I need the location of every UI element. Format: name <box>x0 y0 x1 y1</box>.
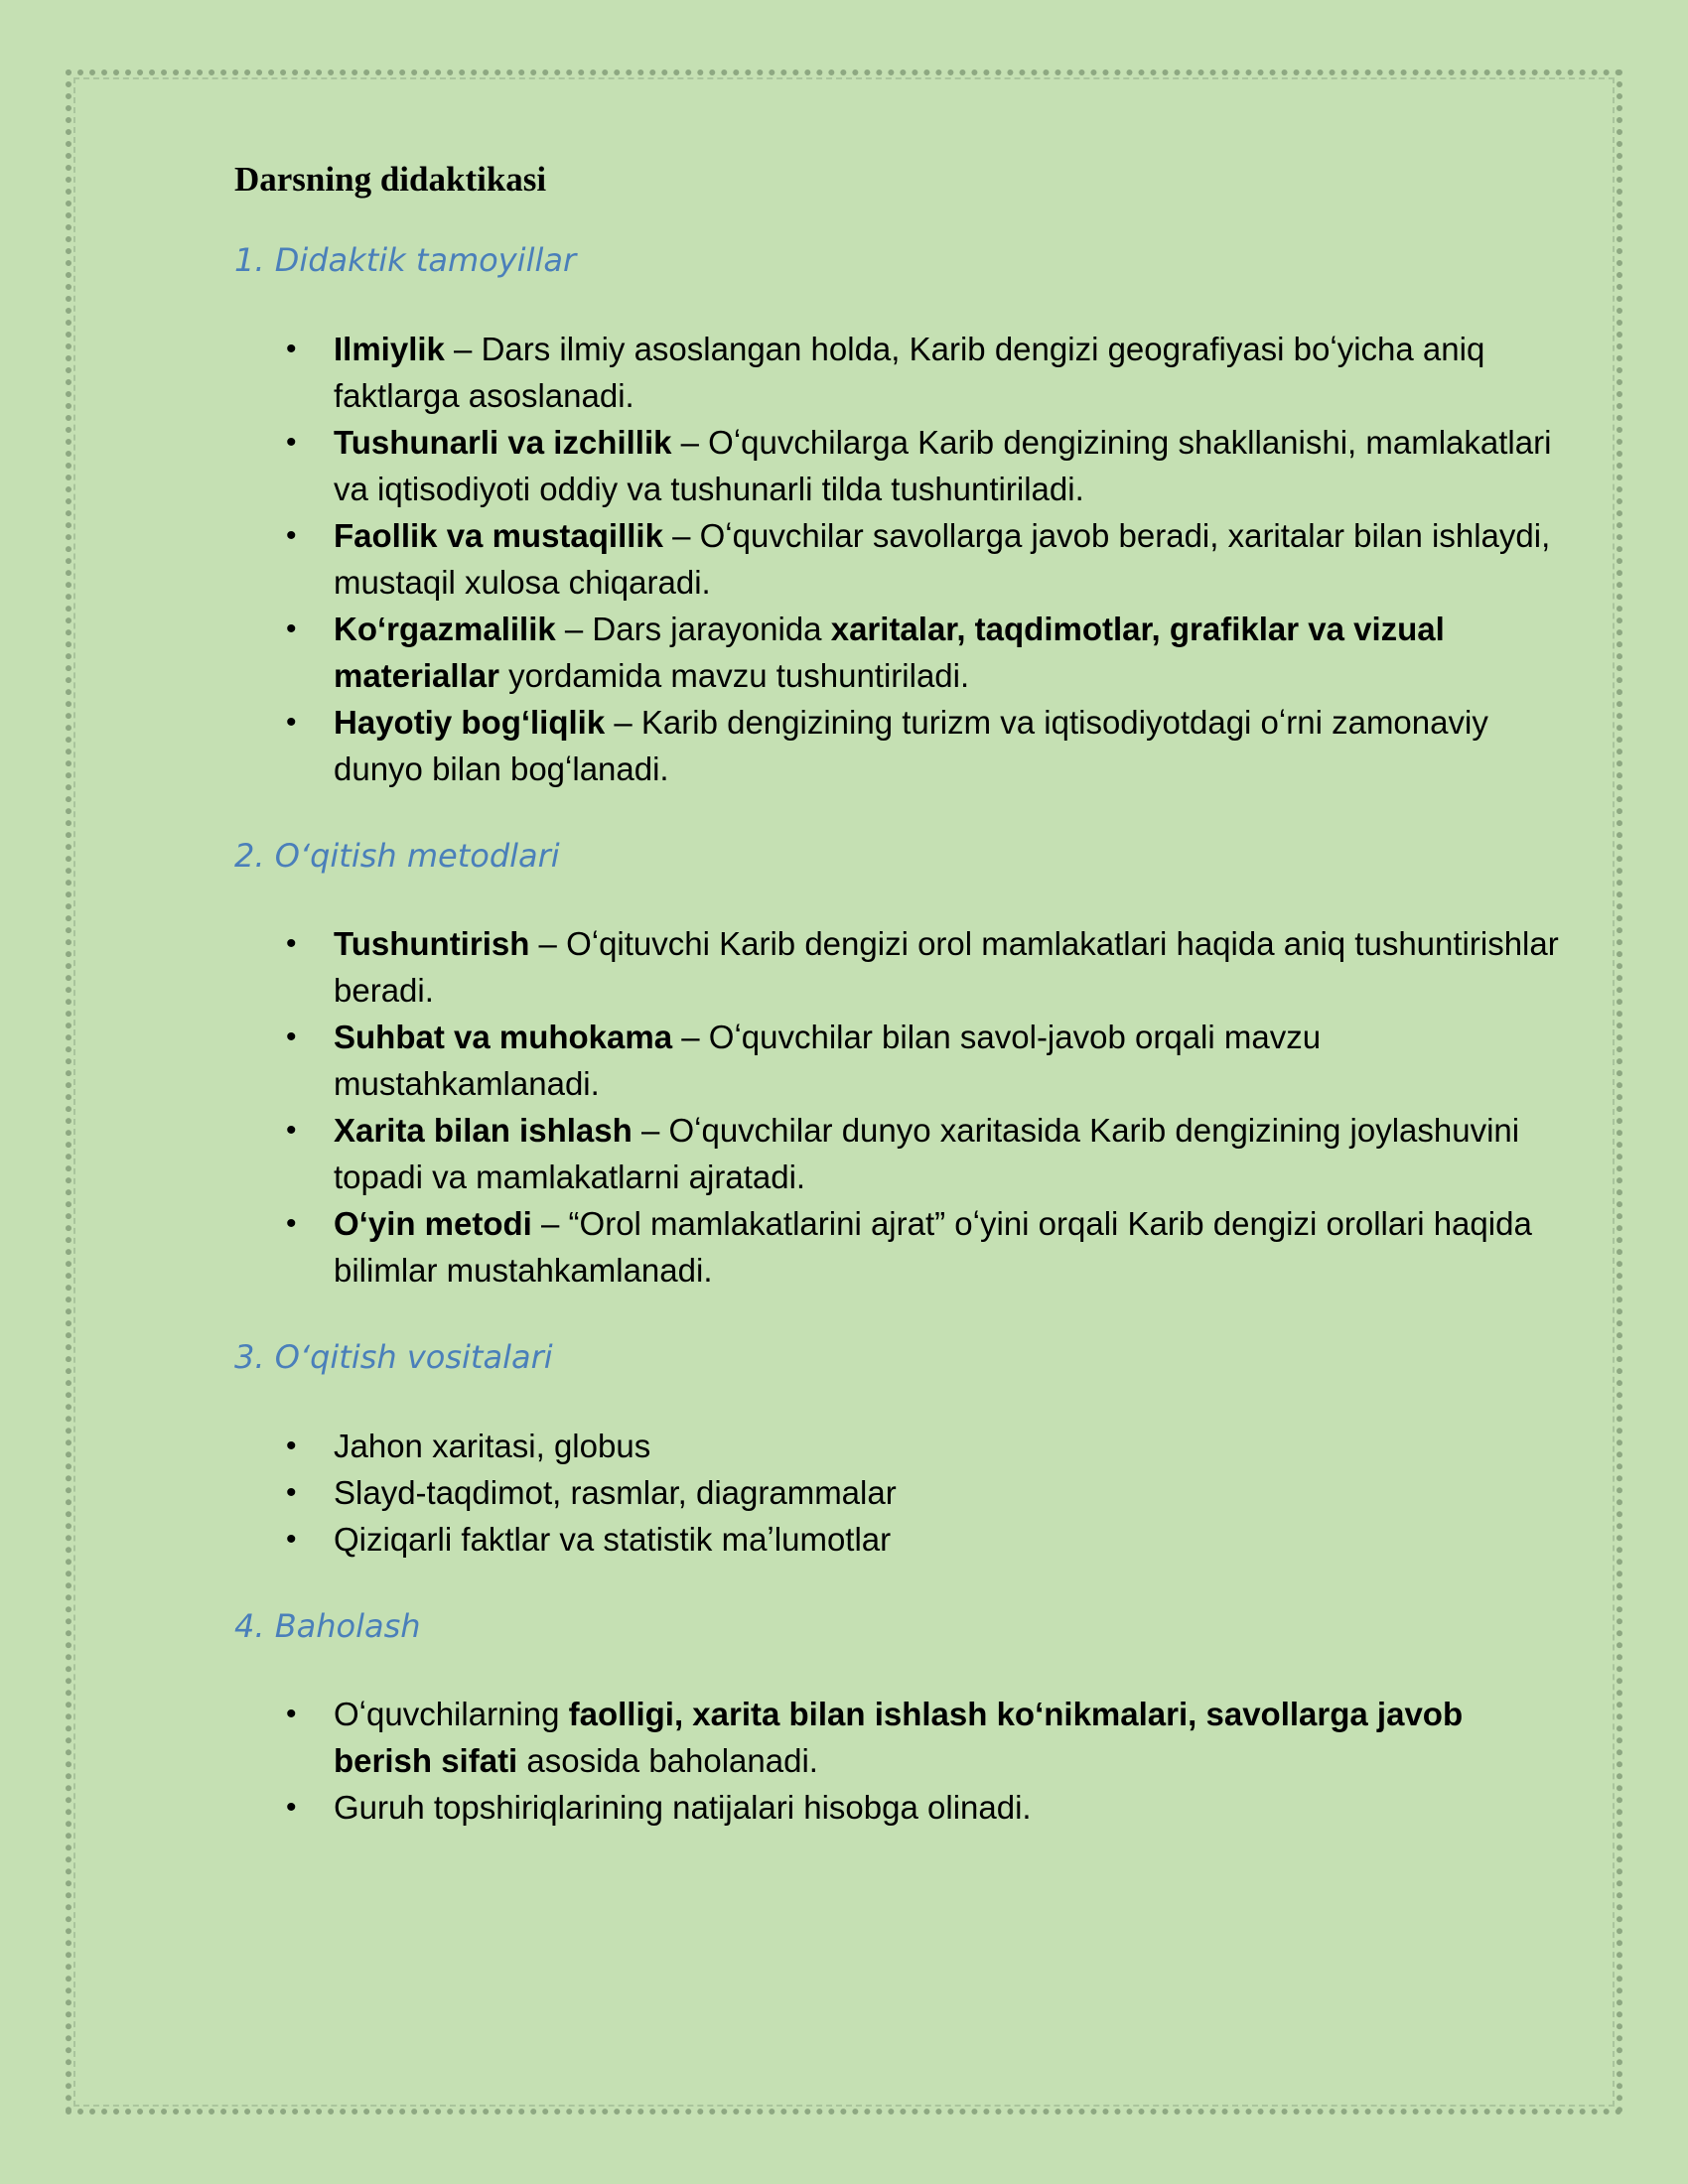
list-didaktik-tamoyillar <box>234 326 1565 792</box>
item-text: – Oʻquvchilar dunyo xaritasida Karib dengizining joylashuvini topadi va mamlakatlarni ajratadi. <box>334 1112 1520 1196</box>
item-text: – Oʻquvchilar bilan savol-javob orqali mavzu mustahkamlanadi. <box>334 1019 1322 1103</box>
document-title: Darsning didaktikasi <box>234 160 547 199</box>
item-text: – Oʻquvchilarga Karib dengizining shakllanishi, mamlakatlari va iqtisodiyoti oddiy va tushunarli tilda tushuntiriladi. <box>334 423 1552 507</box>
list-oqitish-vositalari <box>234 1423 1565 1563</box>
bullet-icon: • <box>286 705 297 739</box>
bullet-icon: • <box>286 518 297 552</box>
item-term: Oʻyin metodi <box>334 1205 532 1243</box>
item-term: Tushuntirish <box>334 925 530 963</box>
list-item <box>234 512 1565 606</box>
section-heading-baholash: 4. Baholash <box>234 1606 421 1645</box>
list-item <box>234 699 1565 792</box>
list-item <box>234 606 1565 699</box>
list-item <box>234 1107 1565 1200</box>
section-heading-oqitish-metodlari: 2. Oʻqitish metodlari <box>234 836 560 875</box>
bullet-icon: • <box>286 1698 297 1731</box>
item-text: – Dars jarayonida <box>555 610 831 647</box>
bullet-icon: • <box>286 1522 297 1556</box>
item-term: Ilmiylik <box>334 330 445 367</box>
bullet-icon: • <box>286 1475 297 1509</box>
item-text: – Karib dengizining turizm va iqtisodiyotdagi oʻrni zamonaviy dunyo bilan bogʻlanadi. <box>334 703 1488 787</box>
item-text: Slayd-taqdimot, rasmlar, diagrammalar <box>334 1473 897 1511</box>
item-text: Guruh topshiriqlarining natijalari hisobga olinadi. <box>334 1789 1032 1827</box>
list-item <box>234 1469 1565 1516</box>
list-item <box>234 1423 1565 1469</box>
item-term: Suhbat va muhokama <box>334 1019 673 1056</box>
bullet-icon: • <box>286 612 297 645</box>
list-item <box>234 1014 1565 1107</box>
bullet-icon: • <box>286 1791 297 1825</box>
bullet-icon: • <box>286 1021 297 1054</box>
item-text: Qiziqarli faktlar va statistik maʼlumotlar <box>334 1520 892 1558</box>
list-item <box>234 1691 1565 1784</box>
list-item <box>234 1516 1565 1563</box>
section-heading-oqitish-vositalari: 3. Oʻqitish vositalari <box>234 1338 553 1377</box>
section-heading-didaktik-tamoyillar: 1. Didaktik tamoyillar <box>234 241 577 279</box>
document-body <box>234 149 1565 1874</box>
item-term: Xarita bilan ishlash <box>334 1112 633 1150</box>
item-tail: yordamida mavzu tushuntiriladi. <box>498 656 970 694</box>
item-text: Oʻquvchilarning <box>334 1696 569 1733</box>
list-item <box>234 1784 1565 1831</box>
list-item <box>234 419 1565 512</box>
bullet-icon: • <box>286 425 297 459</box>
item-tail: asosida baholanadi. <box>517 1742 818 1780</box>
item-term: Tushunarli va izchillik <box>334 423 672 461</box>
list-item <box>234 920 1565 1014</box>
item-emphasis: faolligi, xarita bilan ishlash koʻnikmalari, savollarga javob berish sifati <box>334 1696 1464 1780</box>
list-item <box>234 326 1565 419</box>
item-text: – Oʻquvchilar savollarga javob beradi, xaritalar bilan ishlaydi, mustaqil xulosa chiqaradi. <box>334 516 1551 601</box>
item-text: – Dars ilmiy asoslangan holda, Karib dengizi geografiyasi boʻyicha aniq faktlarga asoslanadi. <box>334 330 1485 414</box>
bullet-icon: • <box>286 332 297 365</box>
item-term: Koʻrgazmalilik <box>334 610 556 647</box>
bullet-icon: • <box>286 1207 297 1241</box>
list-oqitish-metodlari <box>234 920 1565 1294</box>
item-text: – Oʻqituvchi Karib dengizi orol mamlakatlari haqida aniq tushuntirishlar beradi. <box>334 925 1559 1010</box>
item-emphasis: xaritalar, taqdimotlar, grafiklar va vizual materiallar <box>334 610 1445 694</box>
item-text: – “Orol mamlakatlarini ajrat” oʻyini orqali Karib dengizi orollari haqida bilimlar mustahkamlanadi. <box>334 1205 1532 1290</box>
list-baholash <box>234 1691 1565 1831</box>
item-text: Jahon xaritasi, globus <box>334 1427 651 1464</box>
bullet-icon: • <box>286 927 297 961</box>
list-item <box>234 1200 1565 1294</box>
item-term: Hayotiy bogʻliqlik <box>334 703 606 741</box>
item-term: Faollik va mustaqillik <box>334 516 663 554</box>
bullet-icon: • <box>286 1114 297 1148</box>
bullet-icon: • <box>286 1429 297 1462</box>
